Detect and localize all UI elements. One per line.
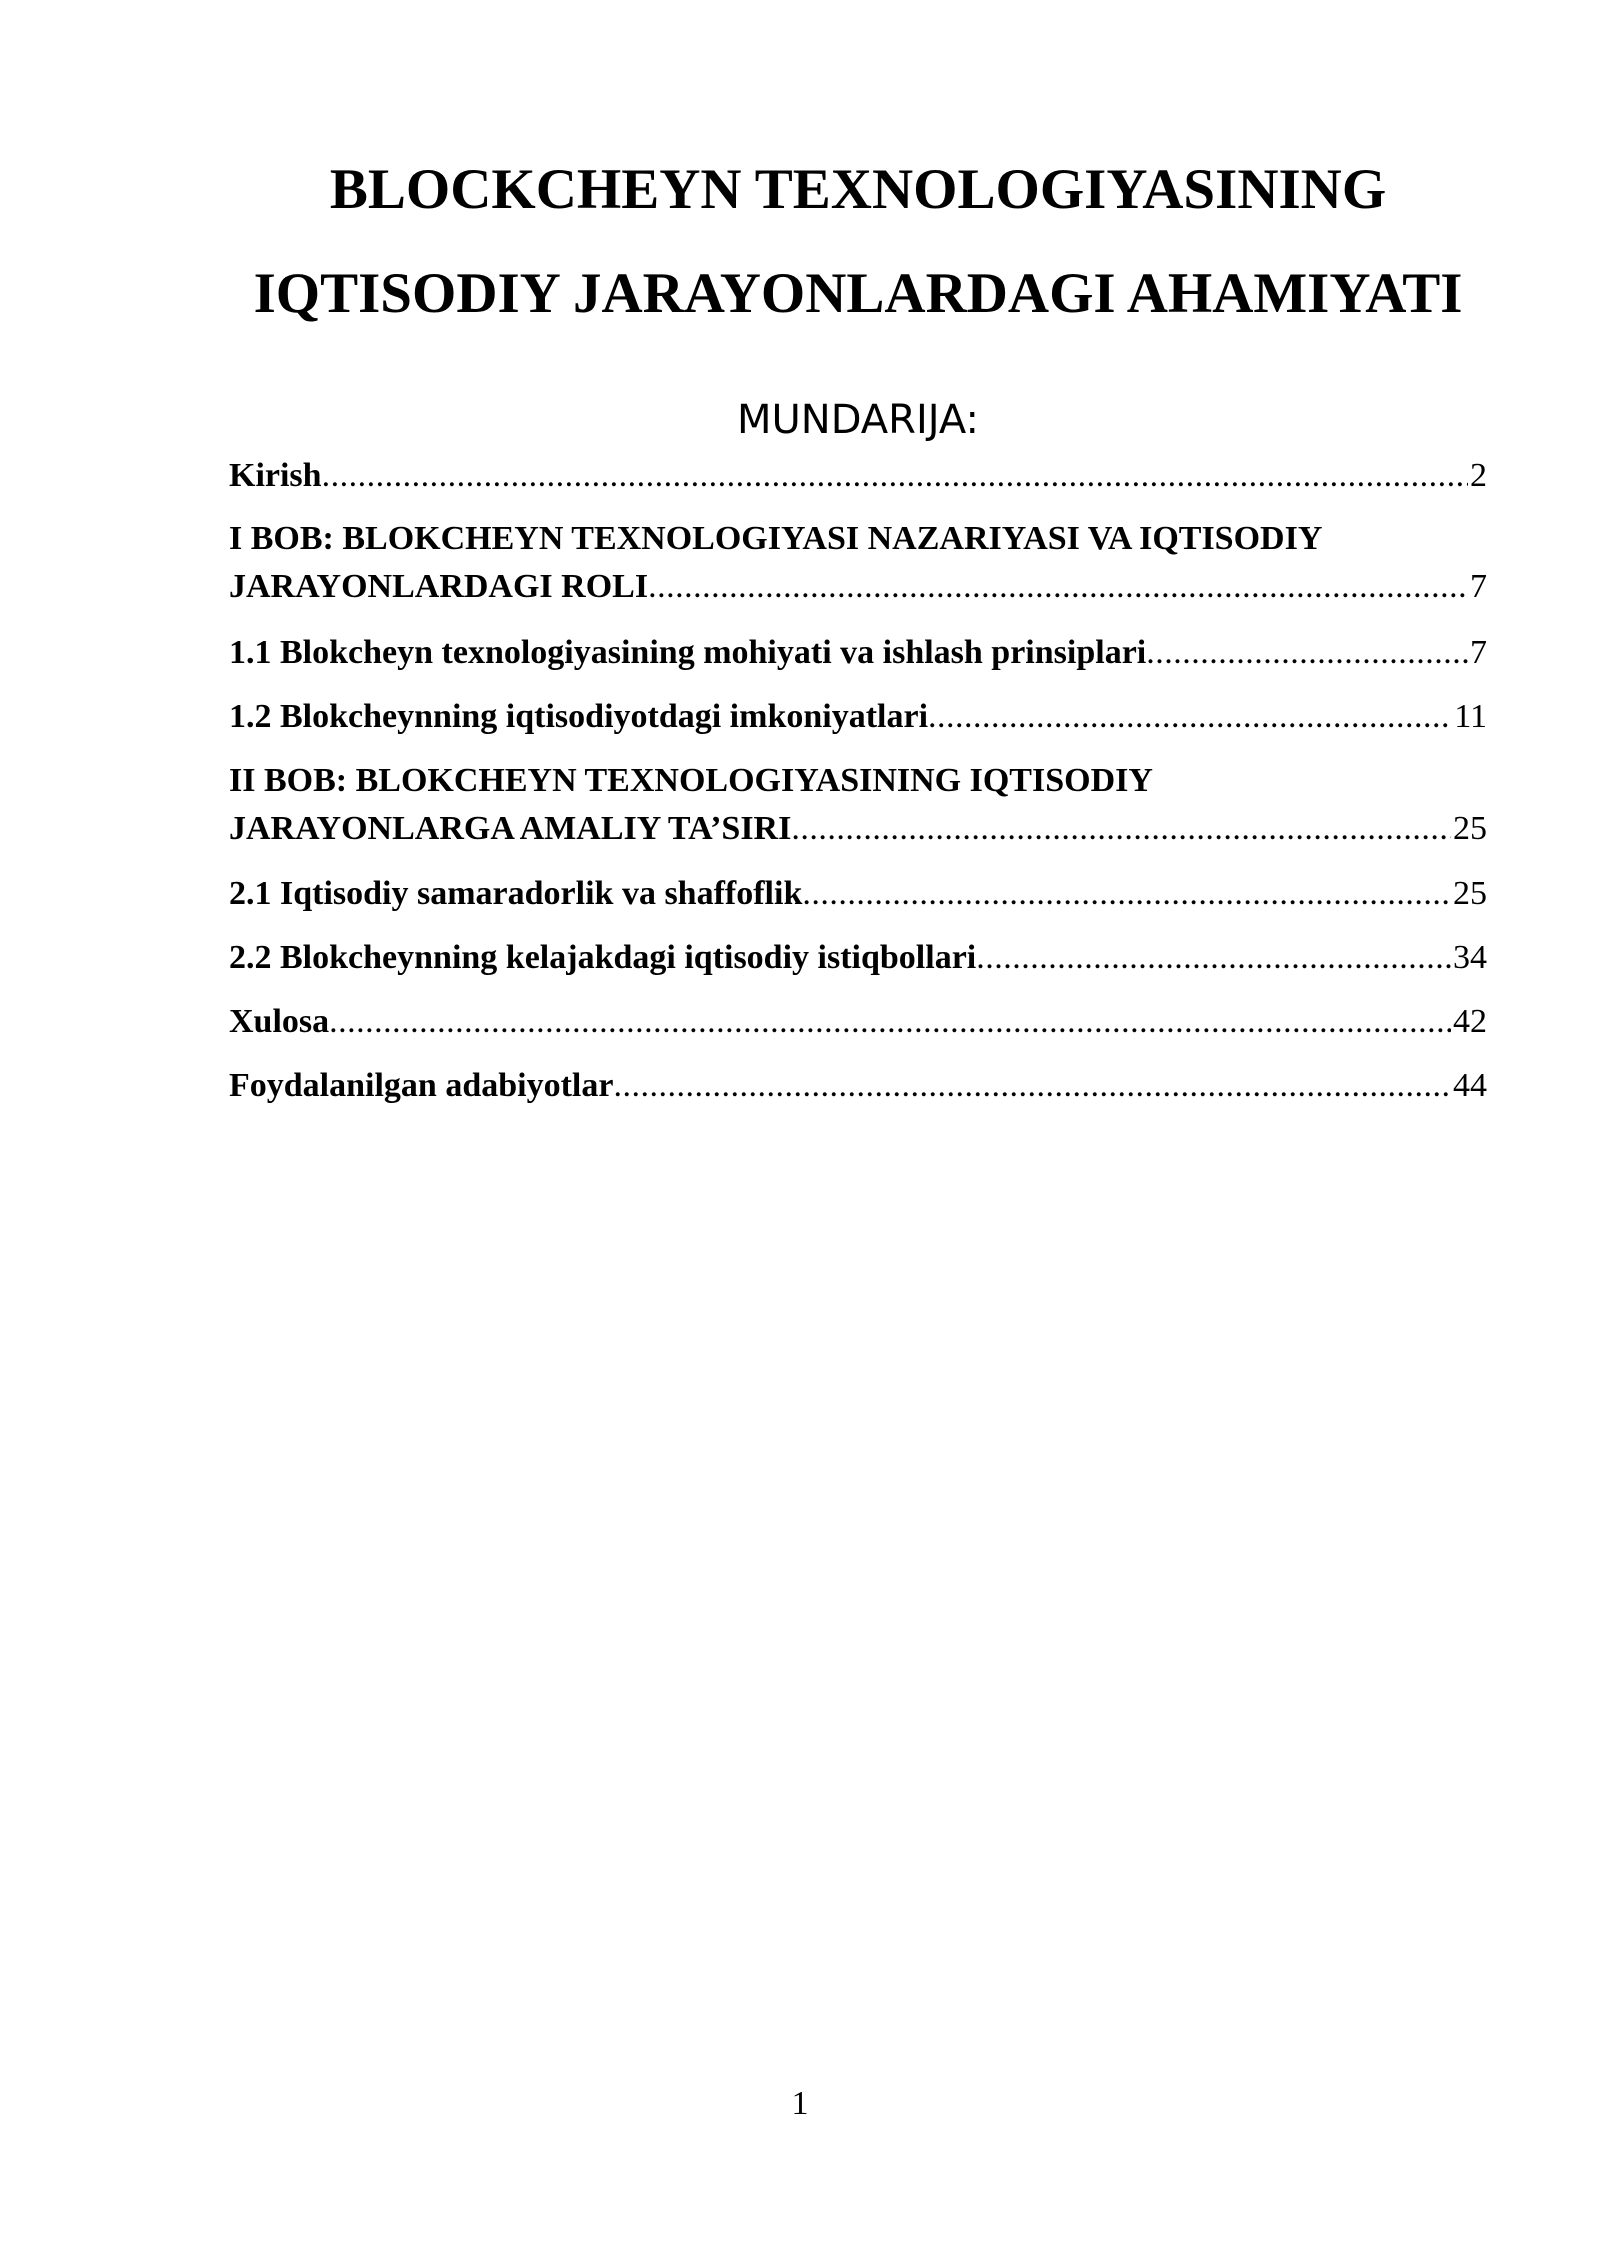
toc-entry-adabiyotlar[interactable] [229,1062,1487,1110]
toc-entry-label: 1.1 Blokcheyn texnologiyasining mohiyati va ishlash prinsiplari [229,634,1147,671]
toc-entry-label: Xulosa [229,1003,330,1040]
toc-entry-page: 42 [1453,1003,1487,1040]
toc-entry-1-2[interactable] [229,693,1487,741]
toc-entry-bob-1[interactable] [229,515,1487,611]
title-line-1: BLOCKCHEYN TEXNOLOGIYASINING [329,158,1387,221]
toc-entry-page: 25 [1453,810,1487,847]
dot-leader [1146,629,1468,677]
toc-entry-label: Foydalanilgan adabiyotlar [229,1067,614,1104]
toc-heading: MUNDARIJA: [737,397,979,443]
toc-entry-label-line1: II BOB: BLOKCHEYN TEXNOLOGIYASINING IQTISODIY [229,762,1153,799]
toc-entry-1-1[interactable] [229,629,1487,677]
toc-entry-page: 25 [1453,875,1487,912]
toc-entry-page: 34 [1453,939,1487,976]
toc-entry-page: 7 [1470,634,1487,671]
page-number: 1 [791,2085,809,2122]
dot-leader [329,998,1451,1046]
dot-leader [976,934,1451,982]
title-line-2: IQTISODIY JARAYONLARDAGI AHAMIYATI [253,262,1463,325]
dot-leader [322,452,1468,500]
toc-entry-label: 2.1 Iqtisodiy samaradorlik va shaffoflik [229,875,803,912]
toc-entry-page: 2 [1470,457,1487,494]
toc-entry-label: JARAYONLARGA AMALIY TA’SIRI [229,810,792,847]
toc-entry-label: JARAYONLARDAGI ROLI [229,568,649,605]
toc-entry-xulosa[interactable] [229,998,1487,1046]
toc-entry-2-2[interactable] [229,934,1487,982]
toc-entry-page: 11 [1454,698,1487,735]
toc-entry-page: 44 [1453,1067,1487,1104]
toc-entry-2-1[interactable] [229,870,1487,918]
dot-leader [613,1062,1451,1110]
toc-entry-bob-2[interactable] [229,757,1487,853]
toc-entry-page: 7 [1470,568,1487,605]
toc-entry-label: 1.2 Blokcheynning iqtisodiyotdagi imkoniyatlari [229,698,929,735]
dot-leader [648,563,1468,611]
toc-entry-label: 2.2 Blokcheynning kelajakdagi iqtisodiy istiqbollari [229,939,977,976]
dot-leader [791,805,1451,853]
toc-entry-kirish[interactable] [229,452,1487,500]
dot-leader [928,693,1452,741]
document-title [200,138,1516,346]
toc-entry-label-line1: I BOB: BLOKCHEYN TEXNOLOGIYASI NAZARIYASI VA IQTISODIY [229,520,1323,557]
toc-entry-label: Kirish [229,457,322,494]
dot-leader [802,870,1451,918]
